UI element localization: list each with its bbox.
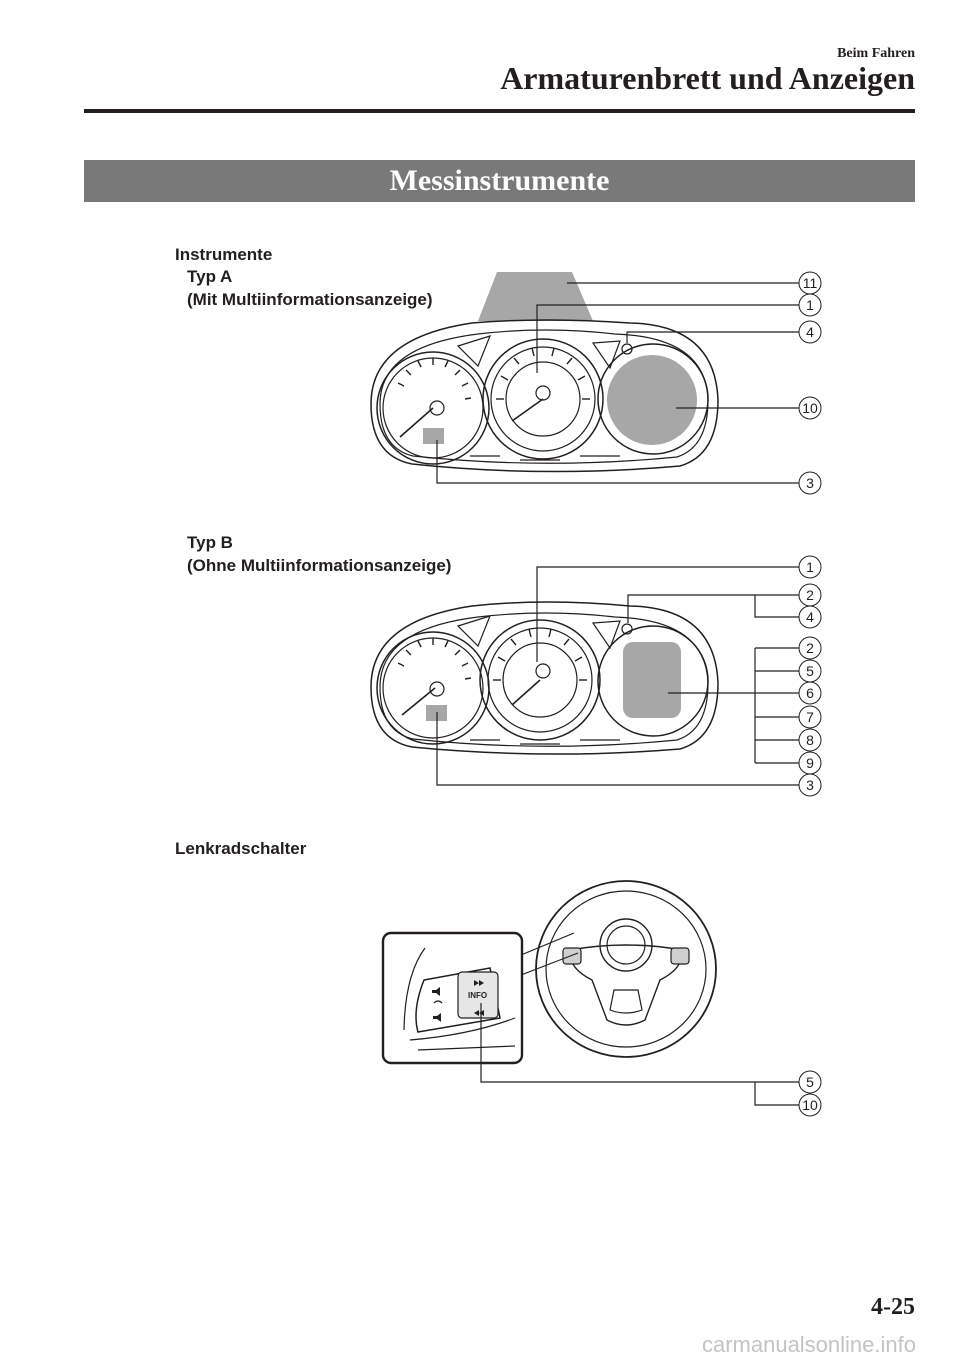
instrument-cluster-type-b: [371, 602, 718, 754]
svg-text:2: 2: [806, 587, 814, 603]
warning-panel-right-b: [593, 621, 620, 648]
callout-a-10: [799, 397, 821, 419]
page-number: 4-25: [871, 1294, 915, 1320]
callout-a-1: [799, 294, 821, 316]
speedometer-hub-a: [536, 386, 550, 400]
warning-panel-right-a: [593, 341, 620, 368]
volume-down-icon: [433, 1013, 441, 1022]
callout-c-5: [799, 1071, 821, 1093]
callout-c-10: [799, 1094, 821, 1116]
svg-text:1: 1: [806, 559, 814, 575]
svg-text:3: 3: [806, 777, 814, 793]
watermark: carmanualsonline.info: [701, 1332, 916, 1357]
tachometer-hub-b: [430, 682, 444, 696]
steering-wheel-illustration: [521, 881, 716, 1057]
svg-text:8: 8: [806, 732, 814, 748]
warning-panel-left-b: [458, 616, 490, 646]
callout-b-2-second: [799, 637, 821, 659]
svg-text:2: 2: [806, 640, 814, 656]
info-display-a: [423, 428, 444, 444]
callout-b-5: [799, 660, 821, 682]
svg-text:3: 3: [806, 475, 814, 491]
svg-text:4: 4: [806, 324, 814, 340]
svg-text:1: 1: [806, 297, 814, 313]
info-button-label: INFO: [468, 991, 488, 1000]
page-title: Armaturenbrett und Anzeigen: [500, 60, 915, 96]
callout-b-1: [799, 556, 821, 578]
callout-numbers: [799, 272, 821, 1116]
callout-b-4: [799, 606, 821, 628]
steering-switch-closeup: [383, 933, 522, 1063]
svg-text:5: 5: [806, 1074, 814, 1090]
speedometer-hub-b: [536, 664, 550, 678]
multi-info-display-a: [607, 355, 697, 445]
callout-b-6: [799, 682, 821, 704]
svg-text:11: 11: [802, 275, 818, 291]
svg-text:10: 10: [802, 1097, 818, 1113]
closeup-frame: [383, 933, 522, 1063]
instrumente-heading: Instrumente: [175, 245, 273, 264]
callout-b-2: [799, 584, 821, 606]
head-up-display-panel: [478, 272, 593, 321]
typ-b-label: Typ B: [187, 533, 233, 552]
typ-b-desc: (Ohne Multiinformationsanzeige): [187, 556, 452, 575]
callout-a-11: [799, 272, 821, 294]
fuel-temp-display-b: [623, 642, 681, 718]
section-banner: Messinstrumente: [84, 160, 915, 202]
steering-wheel-lower-spoke: [610, 990, 642, 1013]
volume-up-icon: [432, 987, 440, 996]
callout-b-9: [799, 752, 821, 774]
callout-a-4: [799, 321, 821, 343]
svg-text:6: 6: [806, 685, 814, 701]
tachometer-ring-b: [377, 632, 489, 744]
warning-panel-left-a: [458, 336, 490, 366]
steering-switch-right: [671, 948, 689, 964]
callout-b-3: [799, 774, 821, 796]
instrument-cluster-type-a: [371, 272, 718, 472]
voice-icon: [434, 1001, 442, 1003]
typ-a-label: Typ A: [187, 267, 233, 286]
svg-text:9: 9: [806, 755, 814, 771]
steering-wheel-rim-outer: [536, 881, 716, 1057]
tachometer-face-b: [383, 638, 483, 738]
svg-text:5: 5: [806, 663, 814, 679]
steering-wheel-rim-inner: [546, 891, 706, 1047]
typ-a-desc: (Mit Multiinformationsanzeige): [187, 290, 433, 309]
callout-a-3: [799, 472, 821, 494]
svg-text:4: 4: [806, 609, 814, 625]
section-title: Beim Fahren: [837, 46, 915, 61]
callout-b-8: [799, 729, 821, 751]
svg-text:10: 10: [802, 400, 818, 416]
lenkradschalter-heading: Lenkradschalter: [175, 839, 307, 858]
svg-text:7: 7: [806, 709, 814, 725]
steering-switch-left: [563, 948, 581, 964]
callout-b-7: [799, 706, 821, 728]
